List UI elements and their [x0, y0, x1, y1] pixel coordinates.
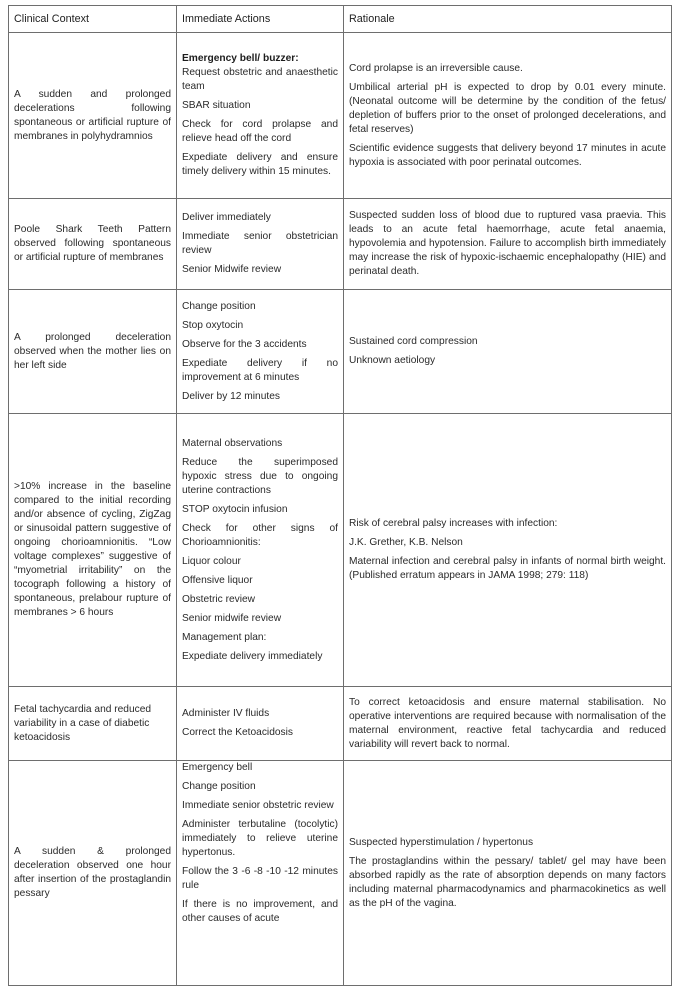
- rationale-item: Risk of cerebral palsy increases with infection:: [349, 518, 558, 529]
- immediate-actions-cell: [177, 414, 344, 687]
- clinical-context-cell: [9, 687, 177, 761]
- action-item: Obstetric review: [182, 593, 256, 605]
- rationale-cell: [344, 761, 672, 986]
- clinical-context-text: Poole Shark Teeth Pattern observed following spontaneous or artificial rupture of membranes: [14, 224, 171, 263]
- clinical-context-cell: [9, 33, 177, 199]
- rationale-item: J.K. Grether, K.B. Nelson: [349, 537, 463, 548]
- action-item: Observe for the 3 accidents: [182, 338, 307, 350]
- action-item: Correct the Ketoacidosis: [182, 727, 293, 738]
- clinical-context-text: A sudden & prolonged deceleration observed one hour after insertion of the prostaglandin pessary: [14, 846, 171, 899]
- action-item: Check for other signs of Chorioamnionitis:: [182, 522, 338, 548]
- table-row: [9, 414, 672, 687]
- clinical-actions-table: [8, 5, 672, 986]
- immediate-actions-cell: [177, 33, 344, 199]
- clinical-context-text: Fetal tachycardia and reduced variability in a case of diabetic ketoacidosis: [14, 703, 152, 743]
- table-header-row: [9, 6, 672, 33]
- action-item: Management plan:: [182, 631, 267, 643]
- rationale-cell: [344, 199, 672, 290]
- action-item: Maternal observations: [182, 437, 283, 449]
- action-item: Immediate senior obstetric review: [182, 800, 334, 811]
- action-item: Expediate delivery and ensure timely delivery within 15 minutes.: [182, 152, 338, 177]
- rationale-item: Sustained cord compression: [349, 336, 478, 347]
- action-item: Immediate senior obstetrician review: [182, 231, 338, 256]
- table-row: [9, 290, 672, 414]
- clinical-context-text: A prolonged deceleration observed when the mother lies on her left side: [14, 331, 171, 371]
- header-clinical-context: Clinical Context: [9, 6, 177, 33]
- action-item: If there is no improvement, and other causes of acute: [182, 899, 338, 924]
- rationale-cell: [344, 687, 672, 761]
- header-immediate-actions: Immediate Actions: [177, 6, 344, 33]
- table-row: [9, 199, 672, 290]
- rationale-item: Cord prolapse is an irreversible cause.: [349, 62, 523, 74]
- action-item: Request obstetric and anaesthetic team: [182, 67, 338, 92]
- rationale-item: Maternal infection and cerebral palsy in infants of normal birth weight. (Published erratum appears in JAMA 1998; 279: 118): [349, 556, 666, 581]
- action-item: Deliver by 12 minutes: [182, 390, 280, 402]
- rationale-item: Unknown aetiology: [349, 355, 436, 366]
- rationale-cell: [344, 414, 672, 687]
- action-item: STOP oxytocin infusion: [182, 503, 288, 515]
- action-item: Change position: [182, 300, 256, 312]
- action-item: Follow the 3 -6 -8 -10 -12 minutes rule: [182, 866, 338, 891]
- rationale-cell: [344, 33, 672, 199]
- action-item: Expediate delivery if no improvement at 6 minutes: [182, 357, 338, 383]
- immediate-actions-cell: [177, 761, 344, 986]
- action-item: Reduce the superimposed hypoxic stress due to ongoing uterine contractions: [182, 456, 338, 496]
- clinical-context-cell: [9, 199, 177, 290]
- table-row: [9, 761, 672, 986]
- rationale-item: The prostaglandins within the pessary/ tablet/ gel may have been absorbed rapidly as the rate of absorption depends on many factors including maternal pharmacodynamics and pharmacokinetics as well as the pH of the vagina.: [349, 855, 666, 909]
- action-item: Liquor colour: [182, 555, 241, 567]
- rationale-item: To correct ketoacidosis and ensure maternal stabilisation. No operative interventions are required because with normalisation of the maternal environment, reactive fetal tachycardia and reduced variability will revert back to normal.: [349, 696, 666, 750]
- rationale-item: Scientific evidence suggests that delivery beyond 17 minutes in acute hypoxia is associated with poor perinatal outcomes.: [349, 142, 666, 168]
- clinical-guidance-document: [8, 5, 671, 986]
- clinical-context-cell: [9, 290, 177, 414]
- table-row: [9, 33, 672, 199]
- action-item: Offensive liquor: [182, 574, 253, 586]
- action-item: Expediate delivery immediately: [182, 650, 323, 662]
- header-rationale: Rationale: [344, 6, 672, 33]
- action-item: Emergency bell: [182, 762, 253, 773]
- action-heading: Emergency bell/ buzzer:: [182, 53, 299, 64]
- action-item: SBAR situation: [182, 100, 251, 111]
- clinical-context-cell: [9, 761, 177, 986]
- table-row: [9, 687, 672, 761]
- rationale-cell: [344, 290, 672, 414]
- clinical-context-cell: [9, 414, 177, 687]
- action-item: Deliver immediately: [182, 212, 271, 223]
- action-item: Check for cord prolapse and relieve head off the cord: [182, 119, 338, 144]
- clinical-context-text: >10% increase in the baseline compared to the initial recording and/or absence of cycling, ZigZag or sinusoidal pattern suggestive of ongoing chorioamnionitis. “Low voltage complexes” suggestive of “myometrial irritability” on the tocograph following a history of spontaneous, prelabour rupture of membranes > 6 hours: [14, 481, 171, 618]
- immediate-actions-cell: [177, 687, 344, 761]
- rationale-item: Suspected sudden loss of blood due to ruptured vasa praevia. This leads to an acute fetal haemorrhage, acute fetal anaemia, hypovolemia and hypotension. Failure to accomplish birth immediately may increase the risk of hypoxic-ischaemic encephalopathy (HIE) and perinatal death.: [349, 210, 666, 277]
- action-item: Administer terbutaline (tocolytic) immediately to relieve uterine hypertonus.: [182, 819, 338, 858]
- rationale-item: Umbilical arterial pH is expected to drop by 0.01 every minute. (Neonatal outcome will be determine by the condition of the fetus/ depletion of buffers prior to the onset of prolonged decelerations, and fetal reserves): [349, 81, 666, 135]
- action-item: Stop oxytocin: [182, 319, 244, 331]
- action-item: Senior midwife review: [182, 612, 282, 624]
- immediate-actions-cell: [177, 199, 344, 290]
- action-item: Senior Midwife review: [182, 264, 282, 275]
- clinical-context-text: A sudden and prolonged decelerations following spontaneous or artificial rupture of membranes in polyhydramnios: [14, 88, 171, 142]
- action-item: Administer IV fluids: [182, 708, 270, 719]
- action-item: Change position: [182, 781, 256, 792]
- immediate-actions-cell: [177, 290, 344, 414]
- rationale-item: Suspected hyperstimulation / hypertonus: [349, 836, 534, 848]
